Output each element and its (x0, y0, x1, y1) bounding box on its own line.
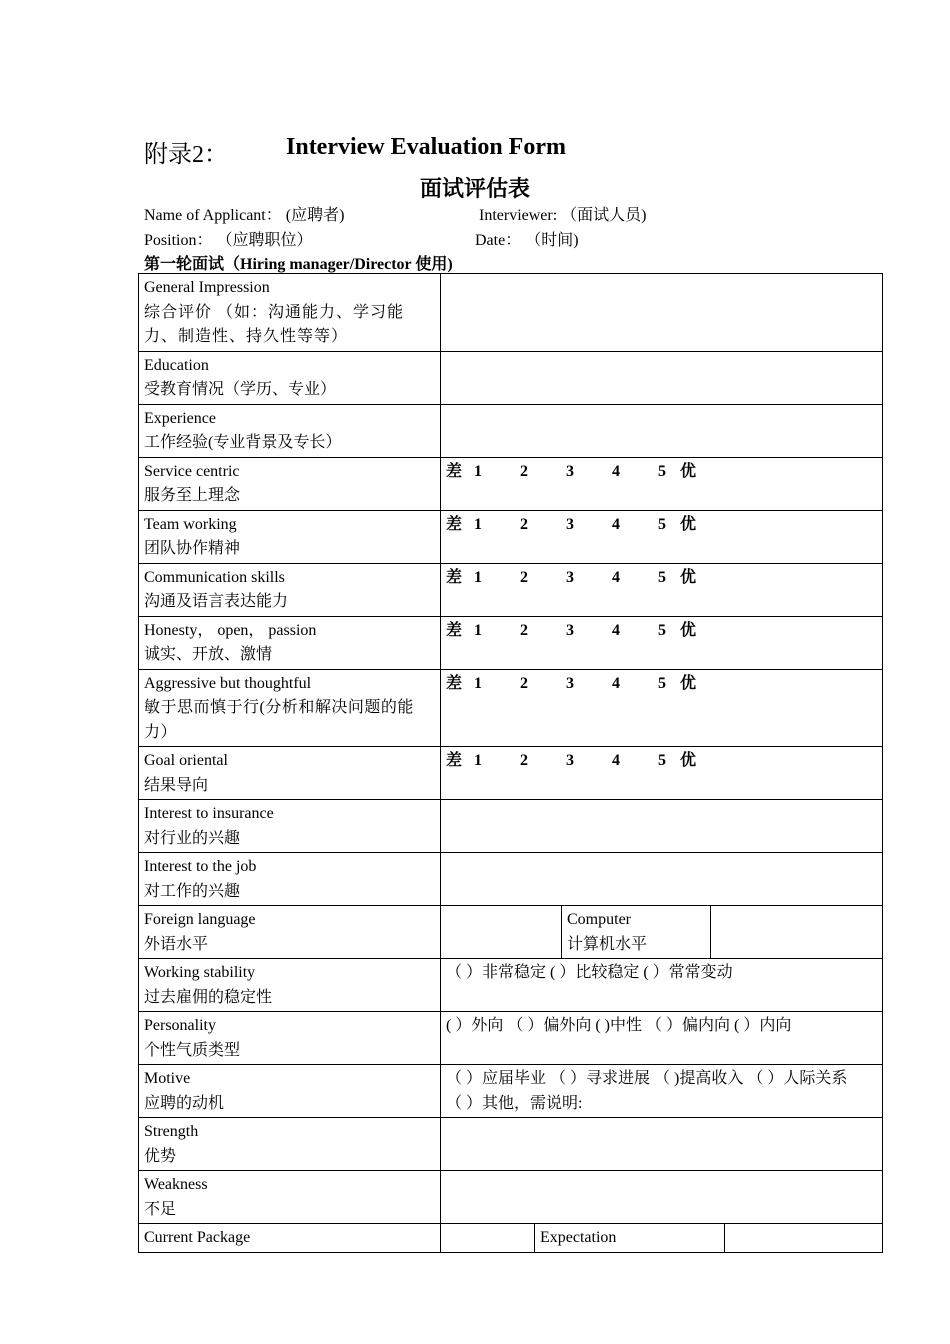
form-title-chinese: 面试评估表 (419, 176, 530, 201)
criterion-label-en: General Impression (144, 279, 270, 296)
form-title-english: Interview Evaluation Form (286, 134, 566, 160)
rating-low-label: 差 (446, 515, 463, 533)
criterion-foreign-language (139, 906, 441, 959)
rating-option-4[interactable]: 4 (612, 674, 620, 692)
criterion-label-en: Motive (144, 1070, 191, 1087)
rating-scale-team-working[interactable] (441, 510, 883, 563)
rating-option-1[interactable]: 1 (474, 568, 482, 586)
expectation-label: Expectation (540, 1229, 617, 1246)
criterion-label-en: Personality (144, 1017, 216, 1034)
criterion-label-en: Computer (567, 911, 631, 928)
rating-option-3[interactable]: 3 (566, 568, 574, 586)
criterion-label-cn: 计算机水平 (567, 935, 648, 953)
criterion-label-en: Strength (144, 1123, 199, 1140)
criterion-goal-oriental (139, 747, 441, 800)
criterion-label-en: Team working (144, 515, 237, 533)
rating-scale-aggressive-but-thoughtful[interactable] (441, 669, 883, 747)
interview-round-label: 第一轮面试（Hiring manager/Director 使用) (144, 256, 453, 273)
criterion-label-cn: 对行业的兴趣 (144, 829, 241, 847)
criterion-communication-skills (139, 563, 441, 616)
criterion-label-cn: 优势 (144, 1147, 177, 1165)
table-row (139, 1065, 883, 1118)
rating-option-4[interactable]: 4 (612, 462, 620, 480)
rating-option-4[interactable]: 4 (612, 515, 620, 533)
rating-option-4[interactable]: 4 (612, 568, 620, 586)
rating-option-3[interactable]: 3 (566, 621, 574, 639)
rating-high-label: 优 (680, 462, 697, 480)
criterion-personality (139, 1012, 441, 1065)
rating-high-label: 优 (680, 752, 697, 769)
criterion-service-centric (139, 457, 441, 510)
position-label: Position： （应聘职位） (144, 232, 313, 249)
criterion-label-en: Interest to the job (144, 858, 257, 875)
table-row (139, 747, 883, 800)
criterion-label-cn: 诚实、开放、激情 (144, 646, 273, 663)
table-row (139, 800, 883, 853)
criterion-current-package (139, 1224, 441, 1253)
rating-scale-honesty[interactable] (441, 616, 883, 669)
criterion-motive (139, 1065, 441, 1118)
criterion-label-cn: 团队协作精神 (144, 540, 241, 557)
criterion-label-cn: 不足 (144, 1200, 177, 1218)
table-row (139, 404, 883, 457)
table-row (139, 1118, 883, 1171)
criterion-label-cn: 敏于思而慎于行(分析和解决问题的能力） (144, 699, 414, 741)
rating-option-2[interactable]: 2 (520, 621, 528, 639)
criterion-label-en: Honesty， open， passion (144, 621, 317, 639)
rating-low-label: 差 (446, 621, 463, 639)
criterion-label-en: Education (144, 356, 209, 374)
table-row (139, 906, 883, 959)
rating-scale (446, 566, 877, 591)
table-row (139, 274, 883, 352)
answer-field-expectation[interactable] (725, 1224, 883, 1253)
criterion-honesty (139, 616, 441, 669)
answer-field-general-impression[interactable] (441, 274, 883, 352)
criterion-working-stability (139, 959, 441, 1012)
criterion-label-en: Interest to insurance (144, 805, 274, 822)
rating-scale-service-centric[interactable] (441, 457, 883, 510)
rating-option-1[interactable]: 1 (474, 621, 482, 639)
answer-field-interest-job[interactable] (441, 853, 883, 906)
criterion-label-cn: 综合评价 （如：沟通能力、学习能力、制造性、持久性等等） (144, 303, 405, 345)
rating-scale (446, 460, 877, 485)
criterion-label-en: Service centric (144, 462, 240, 480)
criterion-label-cn: 应聘的动机 (144, 1094, 225, 1112)
criterion-label-cn: 对工作的兴趣 (144, 882, 241, 900)
evaluation-table (138, 273, 883, 1253)
options-motive[interactable] (441, 1065, 883, 1118)
rating-option-2[interactable]: 2 (520, 752, 528, 769)
rating-option-1[interactable]: 1 (474, 515, 482, 533)
current-package-label: Current Package (144, 1229, 251, 1246)
criterion-label-en: Foreign language (144, 911, 256, 928)
answer-field-strength[interactable] (441, 1118, 883, 1171)
table-row (139, 1224, 883, 1253)
answer-field-experience[interactable] (441, 404, 883, 457)
criterion-expectation (535, 1224, 725, 1253)
criterion-label-cn: 工作经验(专业背景及专长） (144, 434, 342, 451)
date-label: Date： （时间) (475, 232, 579, 249)
rating-option-1[interactable]: 1 (474, 752, 482, 769)
rating-low-label: 差 (446, 674, 463, 692)
rating-high-label: 优 (680, 621, 697, 639)
table-row (139, 351, 883, 404)
rating-low-label: 差 (446, 568, 463, 586)
criterion-education (139, 351, 441, 404)
criterion-label-cn: 个性气质类型 (144, 1041, 241, 1059)
criterion-interest-insurance (139, 800, 441, 853)
criterion-team-working (139, 510, 441, 563)
criterion-weakness (139, 1171, 441, 1224)
rating-option-4[interactable]: 4 (612, 621, 620, 639)
criterion-general-impression (139, 274, 441, 352)
criterion-strength (139, 1118, 441, 1171)
table-row (139, 853, 883, 906)
criterion-label-cn: 沟通及语言表达能力 (144, 593, 289, 610)
criterion-label-en: Communication skills (144, 568, 285, 586)
criterion-label-en: Goal oriental (144, 752, 228, 769)
answer-field-foreign-language[interactable] (441, 906, 562, 959)
options-personality[interactable] (441, 1012, 883, 1065)
table-row (139, 563, 883, 616)
rating-scale (446, 513, 877, 538)
rating-option-5[interactable]: 5 (658, 568, 666, 586)
applicant-name-label: Name of Applicant： (应聘者) (144, 207, 345, 224)
criterion-label-cn: 结果导向 (144, 776, 209, 794)
motive-options-line1[interactable]: （ ）应届毕业 （ ）寻求进展 （ )提高收入 （ ）人际关系 (446, 1070, 848, 1087)
rating-option-2[interactable]: 2 (520, 674, 528, 692)
options-working-stability[interactable] (441, 959, 883, 1012)
table-row (139, 1012, 883, 1065)
criterion-label-en: Experience (144, 409, 216, 427)
rating-option-5[interactable]: 5 (658, 515, 666, 533)
rating-option-3[interactable]: 3 (566, 674, 574, 692)
criterion-label-cn: 外语水平 (144, 935, 209, 953)
criterion-interest-job (139, 853, 441, 906)
rating-option-5[interactable]: 5 (658, 752, 666, 769)
rating-scale (446, 619, 877, 644)
table-row (139, 959, 883, 1012)
rating-scale-communication-skills[interactable] (441, 563, 883, 616)
criterion-label-en: Weakness (144, 1176, 208, 1193)
criterion-label-cn: 受教育情况（学历、专业） (144, 381, 337, 398)
stability-options[interactable]: （ ）非常稳定 ( ）比较稳定 ( ）常常变动 (446, 964, 733, 981)
criterion-label-en: Aggressive but thoughtful (144, 674, 312, 692)
rating-option-5[interactable]: 5 (658, 674, 666, 692)
criterion-computer (562, 906, 711, 959)
rating-high-label: 优 (680, 568, 697, 586)
rating-option-2[interactable]: 2 (520, 515, 528, 533)
rating-option-1[interactable]: 1 (474, 462, 482, 480)
rating-option-4[interactable]: 4 (612, 752, 620, 769)
answer-field-education[interactable] (441, 351, 883, 404)
rating-option-3[interactable]: 3 (566, 752, 574, 769)
table-row (139, 616, 883, 669)
interviewer-label: Interviewer: （面试人员) (479, 207, 647, 224)
rating-option-5[interactable]: 5 (658, 621, 666, 639)
criterion-label-cn: 服务至上理念 (144, 487, 241, 504)
rating-option-3[interactable]: 3 (566, 462, 574, 480)
rating-low-label: 差 (446, 462, 463, 480)
rating-option-3[interactable]: 3 (566, 515, 574, 533)
rating-scale-goal-oriental[interactable] (441, 747, 883, 800)
rating-option-2[interactable]: 2 (520, 462, 528, 480)
rating-scale (446, 749, 877, 774)
criterion-experience (139, 404, 441, 457)
answer-field-interest-insurance[interactable] (441, 800, 883, 853)
rating-option-2[interactable]: 2 (520, 568, 528, 586)
personality-options[interactable]: ( ）外向 （ ）偏外向 ( )中性 （ ）偏内向 ( ）内向 (446, 1017, 792, 1034)
table-row (139, 1171, 883, 1224)
rating-option-1[interactable]: 1 (474, 674, 482, 692)
rating-high-label: 优 (680, 515, 697, 533)
answer-field-current-package[interactable] (441, 1224, 535, 1253)
rating-scale (446, 672, 877, 697)
table-row (139, 457, 883, 510)
motive-options-line2[interactable]: （ ）其他，需说明: (446, 1094, 583, 1112)
table-row (139, 669, 883, 747)
answer-field-computer[interactable] (711, 906, 883, 959)
answer-field-weakness[interactable] (441, 1171, 883, 1224)
rating-high-label: 优 (680, 674, 697, 692)
criterion-aggressive-but-thoughtful (139, 669, 441, 747)
criterion-label-en: Working stability (144, 964, 256, 981)
table-row (139, 510, 883, 563)
criterion-label-cn: 过去雇佣的稳定性 (144, 988, 273, 1006)
rating-low-label: 差 (446, 752, 463, 769)
appendix-label: 附录2： (144, 142, 228, 168)
rating-option-5[interactable]: 5 (658, 462, 666, 480)
